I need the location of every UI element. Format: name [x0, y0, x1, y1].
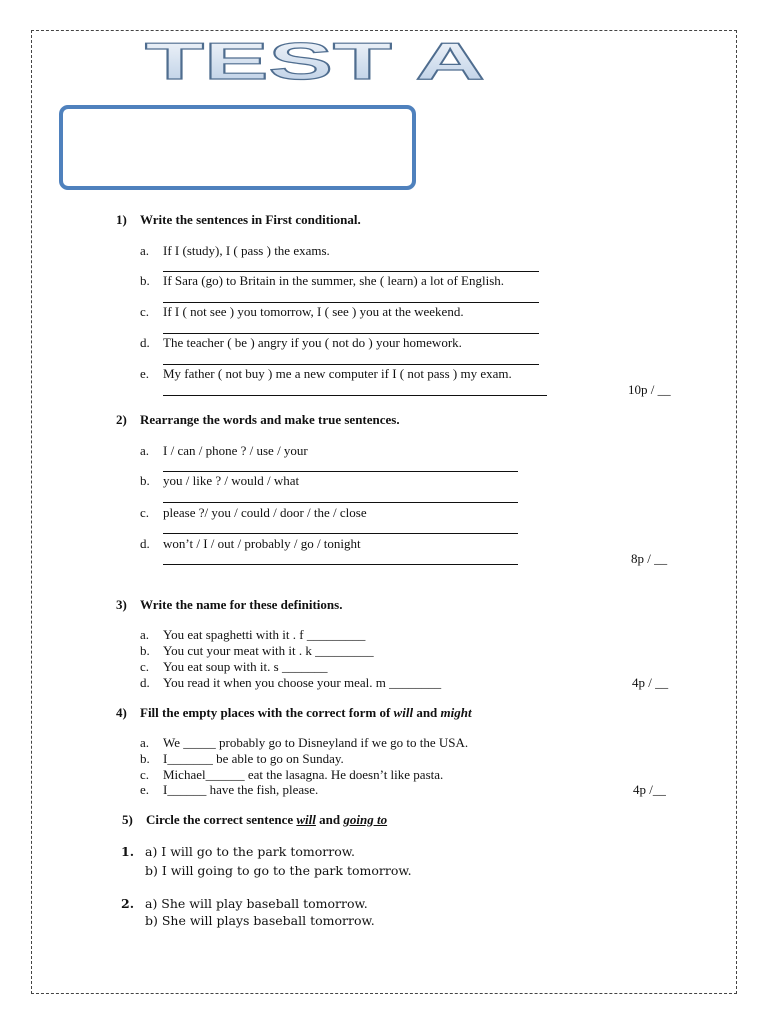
question-number: 2.: [121, 896, 135, 911]
section-number: 3): [116, 597, 127, 612]
section-4-heading: [116, 705, 472, 721]
item-letter: d.: [140, 675, 150, 690]
heading-keyword: going to: [343, 812, 388, 827]
item-letter: a.: [140, 243, 150, 258]
option-a[interactable]: a) She will play baseball tomorrow.: [145, 896, 368, 911]
option-b[interactable]: b) I will going to go to the park tomorrow.: [145, 863, 412, 878]
answer-line[interactable]: [163, 271, 539, 272]
item-text: If I (study), I ( pass ) the exams.: [163, 243, 330, 258]
heading-connector: and: [315, 812, 344, 827]
item-letter: b.: [140, 273, 150, 288]
section-number: 5): [122, 812, 133, 827]
item-letter: c.: [140, 505, 150, 520]
item-letter: c.: [140, 767, 150, 782]
score-box: 10p / __: [628, 382, 671, 397]
item-letter: b.: [140, 751, 150, 766]
question-number: 1.: [121, 844, 135, 859]
item-letter: c.: [140, 304, 150, 319]
section-heading-text: Circle the correct sentence: [146, 812, 297, 827]
answer-line[interactable]: [163, 364, 539, 365]
item-text: You eat spaghetti with it . f _________: [163, 627, 366, 642]
item-letter: e.: [140, 782, 150, 797]
score-box: 4p /__: [633, 782, 666, 797]
item-letter: a.: [140, 627, 150, 642]
section-heading-text: Rearrange the words and make true sentences.: [140, 412, 400, 427]
item-text: You eat soup with it. s _______: [163, 659, 328, 674]
item-text: you / like ? / would / what: [163, 473, 300, 488]
item-letter: a.: [140, 735, 150, 750]
section-3-heading: [116, 597, 342, 613]
item-text: won’t / I / out / probably / go / tonight: [163, 536, 361, 551]
section-number: 2): [116, 412, 127, 427]
answer-line[interactable]: [163, 564, 518, 565]
option-b[interactable]: b) She will plays baseball tomorrow.: [145, 913, 375, 928]
section-5-heading: [122, 812, 387, 828]
section-heading-text: Fill the empty places with the correct form of: [140, 705, 394, 720]
item-text: I_______ be able to go on Sunday.: [163, 751, 344, 766]
option-a[interactable]: a) I will go to the park tomorrow.: [145, 844, 355, 859]
heading-keyword: might: [440, 705, 472, 720]
item-text: I______ have the fish, please.: [163, 782, 319, 797]
item-letter: d.: [140, 536, 150, 551]
item-text: You read it when you choose your meal. m ________: [163, 675, 442, 690]
item-text: My father ( not buy ) me a new computer if I ( not pass ) my exam.: [163, 366, 512, 381]
item-text: We _____ probably go to Disneyland if we go to the USA.: [163, 735, 469, 750]
score-box: 8p / __: [631, 551, 668, 566]
section-1-heading: [116, 212, 361, 228]
section-number: 4): [116, 705, 127, 720]
item-letter: a.: [140, 443, 150, 458]
item-text: I / can / phone ? / use / your: [163, 443, 308, 458]
answer-line[interactable]: [163, 502, 518, 503]
item-text: If Sara (go) to Britain in the summer, she ( learn) a lot of English.: [163, 273, 505, 288]
item-text: please ?/ you / could / door / the / close: [163, 505, 367, 520]
item-letter: b.: [140, 473, 150, 488]
answer-line[interactable]: [163, 333, 539, 334]
answer-line[interactable]: [163, 395, 547, 396]
score-box: 4p / __: [632, 675, 669, 690]
heading-keyword: will: [393, 705, 414, 720]
answer-line[interactable]: [163, 533, 518, 534]
item-text: You cut your meat with it . k _________: [163, 643, 374, 658]
item-text: If I ( not see ) you tomorrow, I ( see ) you at the weekend.: [163, 304, 464, 319]
section-number: 1): [116, 212, 127, 227]
section-2-heading: [116, 412, 400, 428]
item-text: Michael______ eat the lasagna. He doesn’t like pasta.: [163, 767, 444, 782]
title-text: TEST A: [145, 33, 485, 88]
answer-line[interactable]: [163, 471, 518, 472]
section-heading-text: Write the sentences in First conditional.: [140, 212, 361, 227]
item-letter: d.: [140, 335, 150, 350]
test-title: [140, 32, 490, 88]
item-letter: c.: [140, 659, 150, 674]
answer-line[interactable]: [163, 302, 539, 303]
item-text: The teacher ( be ) angry if you ( not do ) your homework.: [163, 335, 462, 350]
item-letter: b.: [140, 643, 150, 658]
section-heading-text: Write the name for these definitions.: [140, 597, 343, 612]
name-box[interactable]: [59, 105, 416, 190]
item-letter: e.: [140, 366, 150, 381]
heading-keyword: will: [296, 812, 316, 827]
heading-connector: and: [413, 705, 441, 720]
